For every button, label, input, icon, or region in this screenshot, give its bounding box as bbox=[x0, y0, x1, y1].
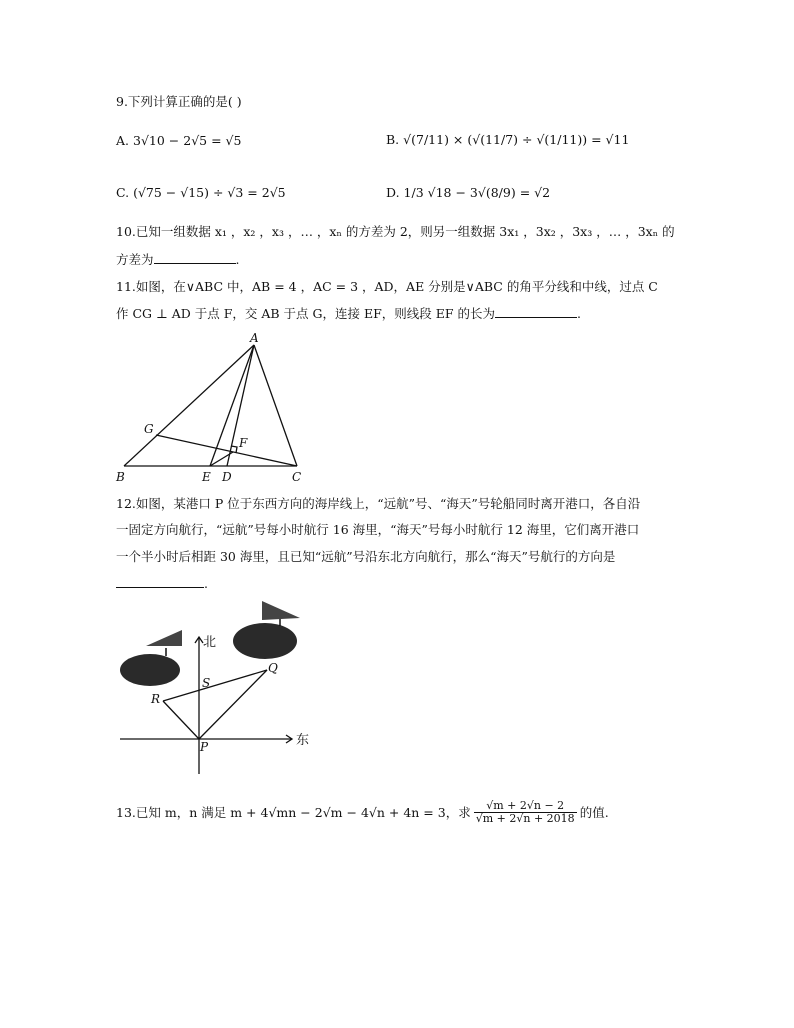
q11-line2: 作 CG ⊥ AD 于点 F，交 AB 于点 G，连接 EF，则线段 EF 的长为 . bbox=[116, 306, 582, 321]
q12-line3: 一个半小时后相距 30 海里，且已知“远航”号沿东北方向航行，那么“海天”号航行的方向是 bbox=[116, 549, 616, 564]
q13-numerator: √m + 2√n − 2 bbox=[474, 800, 577, 813]
label-p: P bbox=[200, 740, 209, 754]
label-east: 东 bbox=[296, 733, 310, 748]
q13-fraction bbox=[474, 800, 577, 825]
q9-option-d-label: D. bbox=[386, 185, 400, 200]
q13-condition: m + 4√mn − 2√m − 4√n + 4n = 3 bbox=[230, 804, 446, 820]
q9-option-c-label: C. bbox=[116, 185, 130, 200]
island-right bbox=[233, 623, 297, 659]
q12-line1: 12.如图，某港口 P 位于东西方向的海岸线上，“远航”号、“海天”号轮船同时离开港口，各自沿 bbox=[116, 496, 641, 511]
q9-option-a-label: A. bbox=[116, 133, 130, 148]
label-e: E bbox=[202, 470, 211, 484]
q10-line2: 方差为 . bbox=[116, 252, 240, 267]
label-f: F bbox=[239, 436, 248, 450]
island-left bbox=[120, 654, 180, 686]
label-c: C bbox=[292, 470, 302, 484]
q13-denominator: √m + 2√n + 2018 bbox=[475, 812, 575, 825]
q13-mid: ，求 bbox=[445, 804, 471, 820]
label-q: Q bbox=[268, 661, 278, 675]
label-r: R bbox=[151, 692, 161, 706]
q11-line1: 11.如图，在∨ABC 中，AB = 4 ，AC = 3 ，AD，AE 分别是∨ABC 的角平分线和中线，过点 C bbox=[116, 279, 658, 294]
q11-line2-text: 作 CG ⊥ AD 于点 F，交 AB 于点 G，连接 EF，则线段 EF 的长为 bbox=[116, 306, 496, 321]
label-g: G bbox=[144, 422, 154, 436]
segment-pr bbox=[163, 701, 199, 739]
q9-option-b-label: B. bbox=[386, 132, 400, 147]
q9-stem: 9.下列计算正确的是( ) bbox=[116, 94, 242, 109]
label-d: D bbox=[222, 470, 232, 484]
q10-line2-text: 方差为 bbox=[116, 252, 154, 267]
flag-left-icon bbox=[146, 630, 182, 646]
label-s: S bbox=[202, 676, 211, 690]
q13-suffix: 的值. bbox=[579, 804, 609, 820]
q9-option-c-expr: (√75 − √15) ÷ √3 = 2√5 bbox=[133, 185, 286, 200]
q9-option-d-expr: 1/3 √18 − 3√(8/9) = √2 bbox=[403, 185, 551, 200]
q9-option-a-expr: 3√10 − 2√5 = √5 bbox=[133, 133, 242, 148]
flag-right-icon bbox=[262, 601, 300, 620]
label-b: B bbox=[116, 470, 125, 484]
q10-line1: 10.已知一组数据 x₁ ，x₂ ，x₃ ，… ，xₙ 的方差为 2，则另一组数据 3x₁ ，3x₂ ，3x₃ ，… ，3xₙ 的 bbox=[116, 224, 675, 239]
q9-option-b-expr: √(7/11) × (√(11/7) ÷ √(1/11)) = √11 bbox=[403, 132, 630, 147]
q13-prefix: 13.已知 m，n 满足 bbox=[116, 804, 227, 820]
q12-answer-line: . bbox=[116, 575, 208, 592]
label-north: 北 bbox=[203, 635, 217, 650]
q12-line2: 一固定方向航行，“远航”号每小时航行 16 海里，“海天”号每小时航行 12 海里，它们离开港口 bbox=[116, 522, 640, 537]
q13 bbox=[116, 800, 609, 825]
label-a: A bbox=[250, 331, 259, 345]
